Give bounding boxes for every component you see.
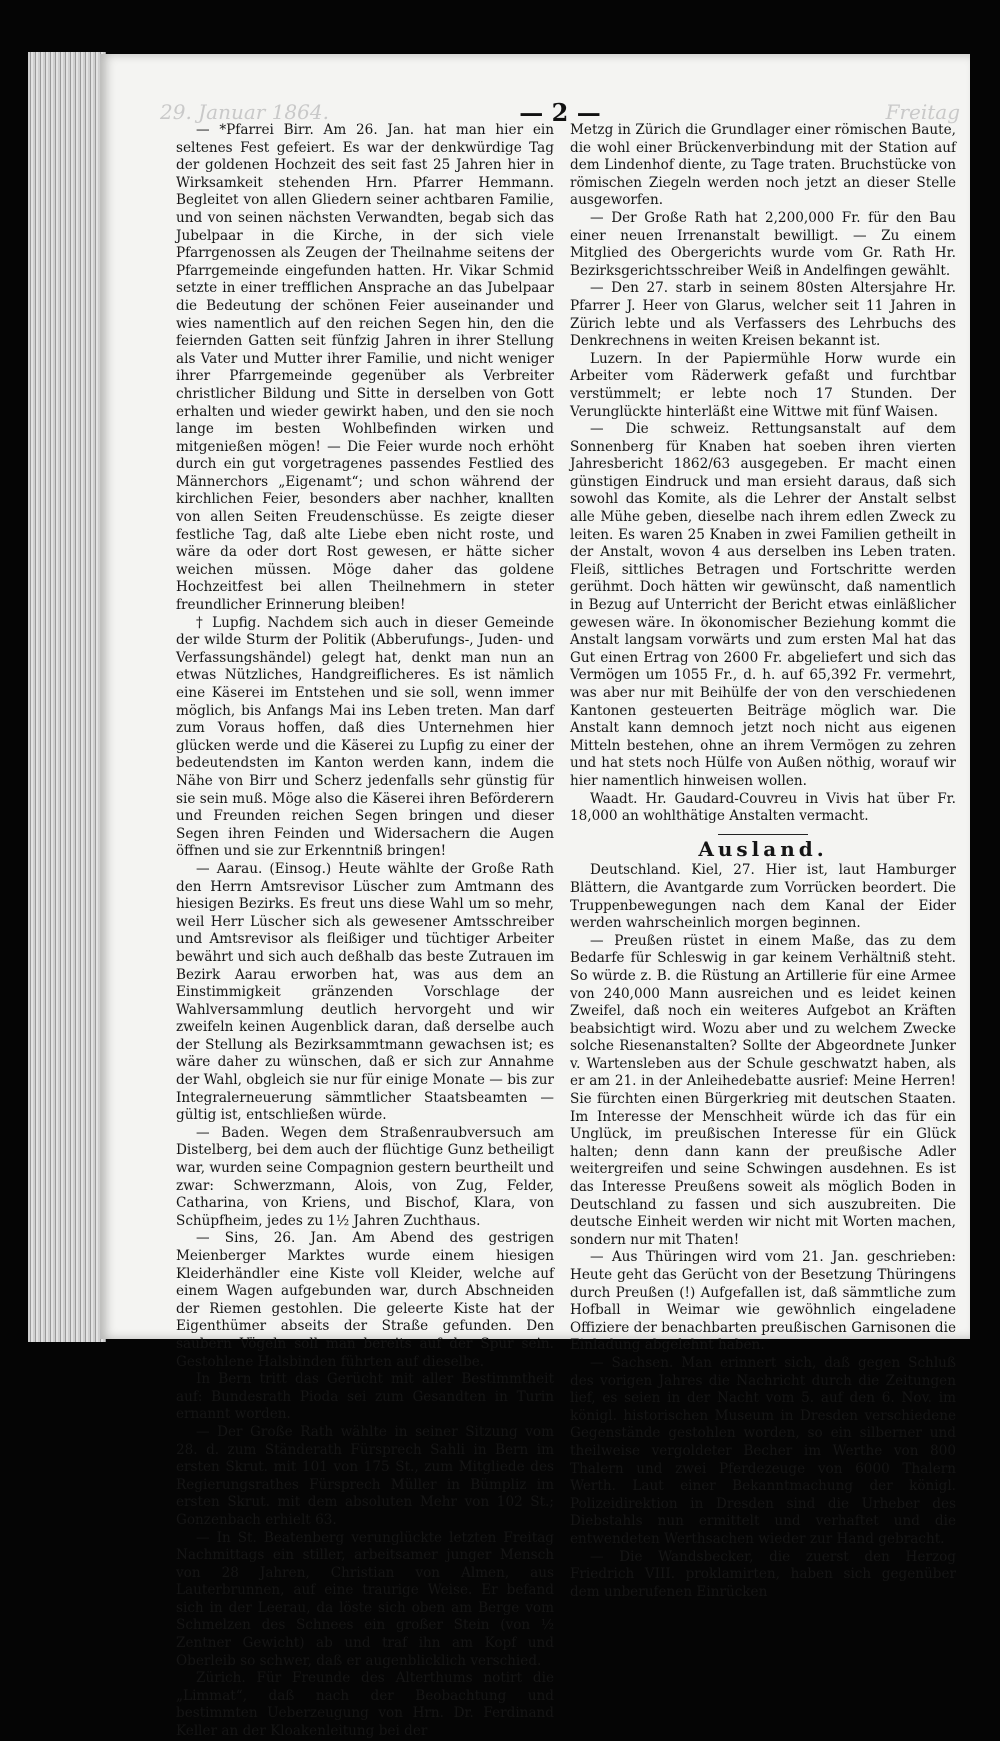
article-aarau: — Aarau. (Einsog.) Heute wählte der Große Rath den Herrn Amtsrevisor Lüscher zum Amtmann des hiesigen Bezirks. Es freut uns diese Wahl um so mehr, weil Herr Lüscher sich als gewesener Amtsschreiber und Amtsrevisor als fleißiger und tüchtiger Arbeiter bewährt und sich auch deßhalb das beste Zutrauen im Bezirk Aarau erworben hat, was aus dem an Einstimmigkeit gränzenden Vorschlage der Wahlversammlung deutlich hervorgeht und wir zweifeln keinen Augenblick daran, daß derselbe auch der Stellung als Bezirksammtmann gewachsen ist; es wäre daher zu wünschen, daß er sich zur Annahme der Wahl, obgleich sie nur für einige Monate — bis zur Integralerneuerung sämmtlicher Staatsbeamten — gültig ist, entschließen würde. [176, 860, 554, 1124]
article-bern-grosser-rath: — Der Große Rath wählte in seiner Sitzung vom 28. d. zum Ständerath Fürsprech Sahli in Bern im ersten Skrut. mit 101 von 175 St., zum Mitgliede des Regierungsrathes Fürsprech Müller in Bümpliz im ersten Skrut. mit dem absoluten Mehr von 102 St.; Gonzenbach erhielt 63. [176, 1423, 554, 1528]
article-thueringen: — Aus Thüringen wird vom 21. Jan. geschrieben: Heute geht das Gerücht von der Besetzung Thüringens durch Preußen (!) Aufgefallen ist, daß sämmtliche zum Hofball in Weimar wie gewöhnlich eingeladene Offiziere der benachbarten preußischen Garnisonen die Einladung abgelehnt haben. [570, 1249, 956, 1354]
article-waadt: Waadt. Hr. Gaudard-Couvreu in Vivis hat über Fr. 18,000 an wohlthätige Anstalten vermacht. [570, 790, 956, 825]
bleed-through-weekday: Freitag [885, 100, 960, 124]
article-zuerich-cont: Metzg in Zürich die Grundlager einer römischen Baute, die wohl einer Brückenverbindung mit der Station auf dem Lindenhof diente, zu Tage traten. Bruchstücke von römischen Ziegeln werden noch jetzt an dieser Stelle ausgeworfen. [570, 122, 956, 209]
article-sachsen: — Sachsen. Man erinnert sich, daß gegen Schluß des vorigen Jahres die Nachricht durch die Zeitungen lief, es seien in der Nacht vom 5. auf den 6. Nov. im königl. historischen Museum in Dresden verschiedene Gegenstände gestohlen worden, so ein silberner und theilweise vergoldeter Becher im Werthe von 800 Thalern und zwei Pferdezeuge von 6000 Thalern Werth. Laut einer Bekanntmachung der königl. Polizeidirektion in Dresden sind die Urheber des Diebstahls nun ermittelt und verhaftet und die entwendeten Werthsachen wieder zur Hand gebracht. [570, 1354, 956, 1547]
article-zuerich: Zürich. Für Freunde des Alterthums notirt die „Limmat“, daß nach der Beobachtung und bestimmten Ueberzeugung von Hrn. Dr. Ferdinand Keller an der Kloakenleitung bei der [176, 1670, 554, 1740]
article-baden: — Baden. Wegen dem Straßenraubversuch am Distelberg, bei dem auch der flüchtige Gunz betheiligt war, wurden seine Compagnion gestern beurtheilt und zwar: Schwerzmann, Alois, von Zug, Felder, Catharina, von Kriens, und Bischof, Klara, von Schüpfheim, jedes zu 1½ Jahren Zuchthaus. [176, 1124, 554, 1229]
article-sins: — Sins, 26. Jan. Am Abend des gestrigen Meienberger Marktes wurde einem hiesigen Kleiderhändler eine Kiste voll Kleider, welche auf einem Wagen aufgebunden war, durch Abschneiden der Riemen gestohlen. Die geleerte Kiste hat der Eigenthümer abseits der Straße gefunden. Den saubern Vögeln soll man bereits auf der Spur sein. Gestohlene Halsbinden führten auf dieselbe. [176, 1230, 554, 1370]
article-beatenberg: — In St. Beatenberg verunglückte letzten Freitag Nachmittags ein stiller, arbeitsamer junger Mensch von 28 Jahren, Christian von Almen, aus Lauterbrunnen, auf eine traurige Weise. Er befand sich in der Leerau, da löste sich oben am Berge vom Schmelzen des Schnees ein großer Stein (von ½ Zentner Gewicht) ab und traf ihn am Kopf und Oberleib so schwer, daß er augenblicklich verschied. [176, 1529, 554, 1669]
article-bern: In Bern tritt das Gerücht mit aller Bestimmtheit auf: Bundesrath Pioda sei zum Gesandten in Turin ernannt worden. [176, 1371, 554, 1423]
article-obituary-heer: — Den 27. starb in seinem 80sten Altersjahre Hr. Pfarrer J. Heer von Glarus, welcher seit 11 Jahren in Zürich lebte und als Verfassers des Lehrbuchs des Denkrechnens in weiten Kreisen bekannt ist. [570, 280, 956, 350]
right-column [570, 122, 956, 1601]
article-sonnenberg: — Die schweiz. Rettungsanstalt auf dem Sonnenberg für Knaben hat soeben ihren vierten Jahresbericht 1862/63 ausgegeben. Er macht einen günstigen Eindruck und man ersieht daraus, daß sich sowohl das Komite, als die Lehrer der Anstalt selbst alle Mühe geben, dieselbe nach ihrem edlen Zweck zu leiten. Es waren 25 Knaben in zwei Familien getheilt in der Anstalt, wovon 4 aus derselben ins Leben traten. Fleiß, sittliches Betragen und Fortschritte werden gerühmt. Doch hätten wir gewünscht, daß namentlich in Bezug auf Unterricht der Bericht etwas einläßlicher gewesen wäre. In ökonomischer Beziehung kommt die Anstalt langsam vorwärts und zum ersten Mal hat das Gut einen Ertrag von 2600 Fr. abgeliefert und sich das Vermögen um 1055 Fr., d. h. auf 65,392 Fr. vermehrt, was aber nur mit Beihülfe der von den verschiedenen Kantonen gesteuerten Beiträge möglich war. Die Anstalt kann demnoch jetzt noch nicht aus eigenen Mitteln bestehen, ohne an ihrem Vermögen zu zehren und hat stets noch Hülfe von Außen nöthig, worauf wir hier namentlich hinweisen wollen. [570, 421, 956, 789]
article-birr: — *Pfarrei Birr. Am 26. Jan. hat man hier ein seltenes Fest gefeiert. Es war der denkwürdige Tag der goldenen Hochzeit des seit fast 25 Jahren hier in Wirksamkeit stehenden Hrn. Pfarrer Hemmann. Begleitet von allen Gliedern seiner achtbaren Familie, und von seinen nächsten Verwandten, begab sich das Jubelpaar in die Kirche, in der sich viele Pfarrgenossen als Zeugen der Theilnahme seitens der Pfarrgemeinde eingefunden hatten. Hr. Vikar Schmid setzte in einer trefflichen Ansprache an das Jubelpaar die Bedeutung der schönen Feier auseinander und wies namentlich auf den reichen Segen hin, den die feiernden Gatten seit fünfzig Jahren in ihrer Stellung als Vater und Mutter ihrer Familie, und nicht weniger ihrer Pfarrgemeinde gegenüber als Verbreiter christlicher Bildung und Sitte in derselben von Gott erhalten und wieder gewirkt haben, und den sie noch lange im besten Wohlbefinden wirken und mitgenießen mögen! — Die Feier wurde noch erhöht durch ein gut vorgetragenes passendes Festlied des Männerchors „Eigenamt“; und schon während der kirchlichen Feier, besonders aber nachher, knallten von allen Seiten Freudenschüsse. Es zeigte dieser festliche Tag, daß alte Liebe eben nicht roste, und wäre da oder dort Rost gewesen, er hätte sicher weichen müssen. Möge daher das goldene Hochzeitfest bei allen Theilnehmern in steter freundlicher Erinnerung bleiben! [176, 122, 554, 614]
section-title-ausland: Ausland. [698, 836, 828, 861]
newspaper-page [100, 54, 970, 1740]
page-number: — 2 — [519, 98, 601, 127]
article-deutschland-kiel: Deutschland. Kiel, 27. Hier ist, laut Hamburger Blättern, die Avantgarde zum Vorrücken beordert. Die Truppenbewegungen nach dem Kanal der Eider werden wahrscheinlich morgen beginnen. [570, 862, 956, 932]
article-irrenanstalt: — Der Große Rath hat 2,200,000 Fr. für den Bau einer neuen Irrenanstalt bewilligt. — Zu einem Mitglied des Obergerichts wurde vom Gr. Rath Hr. Bezirksgerichtsschreiber Weiß in Andelfingen gewählt. [570, 209, 956, 279]
left-column [176, 122, 554, 1741]
article-preussen: — Preußen rüstet in einem Maße, das zu dem Bedarfe für Schleswig in gar keinem Verhältniß steht. So würde z. B. die Rüstung an Artillerie für eine Armee von 240,000 Mann ausreichen und es leidet keinen Zweifel, daß noch ein weiteres Aufgebot an Kräften beabsichtigt wird. Wozu aber und zu welchem Zwecke solche Riesenanstalten? Sollte der Abgeordnete Junker v. Wartensleben aus der Schule geschwatzt haben, als er am 21. in der Anleihedebatte ausrief: Meine Herren! Sie fürchten einen Bürgerkrieg mit deutschen Staaten. Im Interesse der Menschheit würde ich das für ein Unglück, im preußischen Interesse für ein Glück halten; denn dann kann der preußische Adler weitergreifen und seine Schwingen ausdehnen. Es ist das Interesse Preußens soweit als möglich Boden in Deutschland zu fassen und sich auszubreiten. Die deutsche Einheit werden wir nicht mit Worten machen, sondern nur mit Thaten! [570, 932, 956, 1248]
section-divider [718, 834, 808, 835]
article-lupfig: † Lupfig. Nachdem sich auch in dieser Gemeinde der wilde Sturm der Politik (Abberufungs-, Juden- und Verfassungshändel) gelegt hat, denkt man nun an etwas Nützliches, Handgreiflicheres. Es ist nämlich eine Käserei im Entstehen und sie soll, wenn immer möglich, bis Anfangs Mai ins Leben treten. Man darf zum Voraus hoffen, daß dies Unternehmen hier glücken werde und die Käserei zu Lupfig zu einer der bedeutendsten im Kanton werden kann, indem die Nähe von Birr und Scherz jedenfalls sehr günstig für sie sein muß. Möge also die Käserei ihren Beförderern und Freunden reichen Segen bringen und dieser Segen ihren Feinden und Widersachern die Augen öffnen und sie zur Erkenntniß bringen! [176, 614, 554, 860]
book-page-edges [28, 52, 106, 1342]
article-luzern: Luzern. In der Papiermühle Horw wurde ein Arbeiter vom Räderwerk gefaßt und furchtbar verstümmelt; er lebte noch 17 Stunden. Der Verunglückte hinterläßt eine Wittwe mit fünf Waisen. [570, 350, 956, 420]
article-wandsbecker: — Die Wandsbecker, die zuerst den Herzog Friedrich VIII. proklamirten, haben sich gegenüber dem unberufenen Einrücken [570, 1548, 956, 1600]
bleed-through-date: 29. Januar 1864. [160, 100, 329, 124]
